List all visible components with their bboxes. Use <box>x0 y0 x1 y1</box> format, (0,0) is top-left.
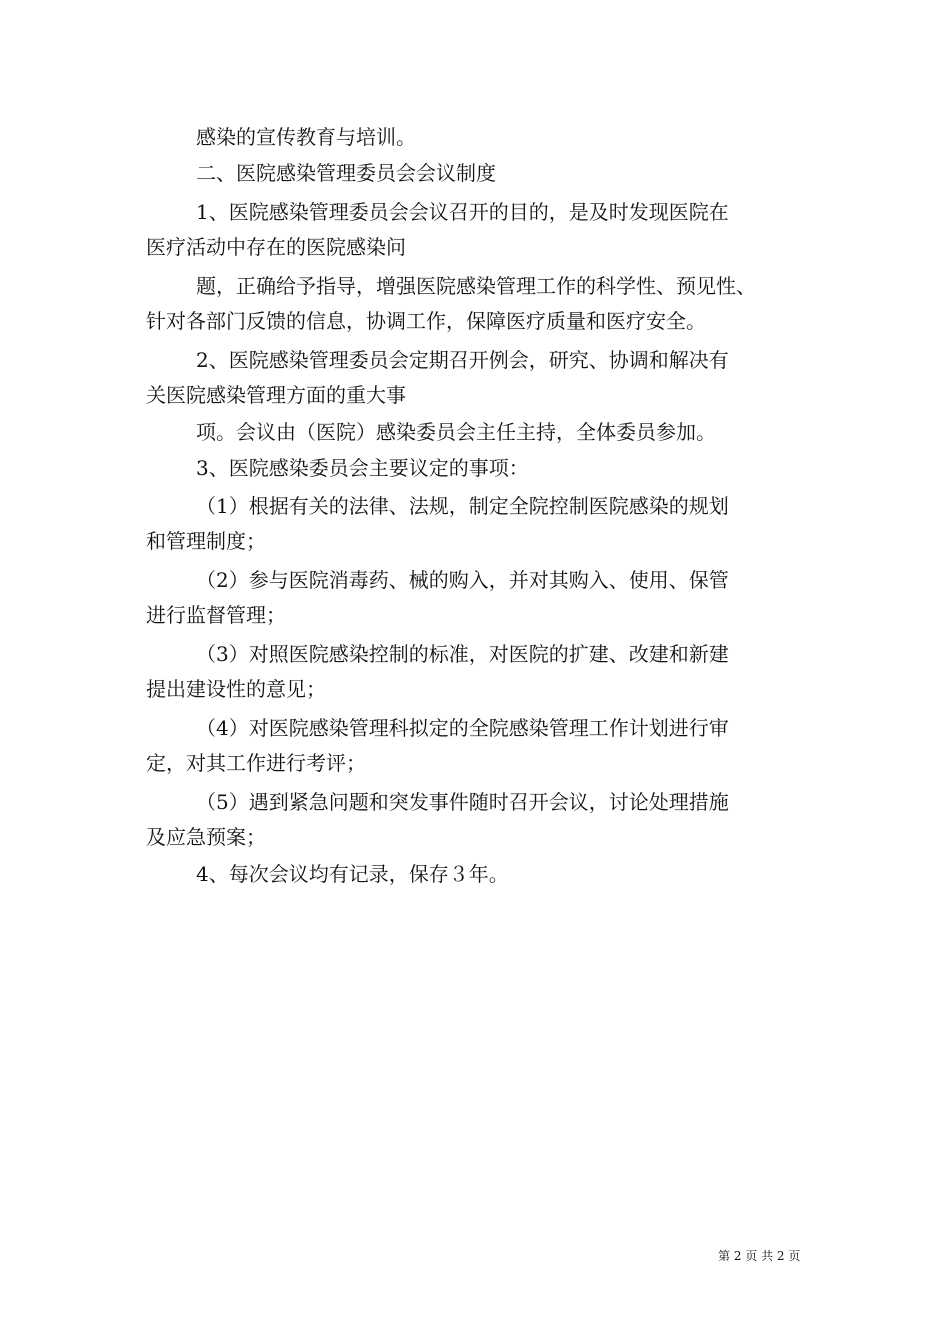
text-line-21: 4、每次会议均有记录，保存３年。 <box>196 862 509 886</box>
text-line-8: 关医院感染管理方面的重大事 <box>146 383 406 407</box>
page-number: 第 2 页 共 2 页 <box>718 1249 801 1263</box>
text-line-20: 及应急预案； <box>146 825 266 849</box>
text-line-5: 题，正确给予指导，增强医院感染管理工作的科学性、预见性、 <box>196 274 756 298</box>
section-heading: 二、医院感染管理委员会会议制度 <box>196 161 496 185</box>
text-line-15: （3）对照医院感染控制的标准，对医院的扩建、改建和新建 <box>196 642 729 666</box>
text-line-10: 3、医院感染委员会主要议定的事项： <box>196 456 529 480</box>
text-line-14: 进行监督管理； <box>146 603 286 627</box>
text-line-19: （5）遇到紧急问题和突发事件随时召开会议，讨论处理措施 <box>196 790 729 814</box>
text-line-18: 定，对其工作进行考评； <box>146 751 366 775</box>
text-line-9: 项。会议由（医院）感染委员会主任主持，全体委员参加。 <box>196 420 716 444</box>
text-line-1: 感染的宣传教育与培训。 <box>196 125 416 149</box>
text-line-3: 1、医院感染管理委员会会议召开的目的，是及时发现医院在 <box>196 200 729 224</box>
text-line-13: （2）参与医院消毒药、械的购入，并对其购入、使用、保管 <box>196 568 729 592</box>
text-line-4: 医疗活动中存在的医院感染问 <box>146 235 406 259</box>
text-line-11: （1）根据有关的法律、法规，制定全院控制医院感染的规划 <box>196 494 729 518</box>
text-line-7: 2、医院感染管理委员会定期召开例会，研究、协调和解决有 <box>196 348 729 372</box>
text-line-12: 和管理制度； <box>146 529 266 553</box>
text-line-17: （4）对医院感染管理科拟定的全院感染管理工作计划进行审 <box>196 716 729 740</box>
text-line-6: 针对各部门反馈的信息，协调工作，保障医疗质量和医疗安全。 <box>146 309 706 333</box>
text-line-16: 提出建设性的意见； <box>146 677 326 701</box>
